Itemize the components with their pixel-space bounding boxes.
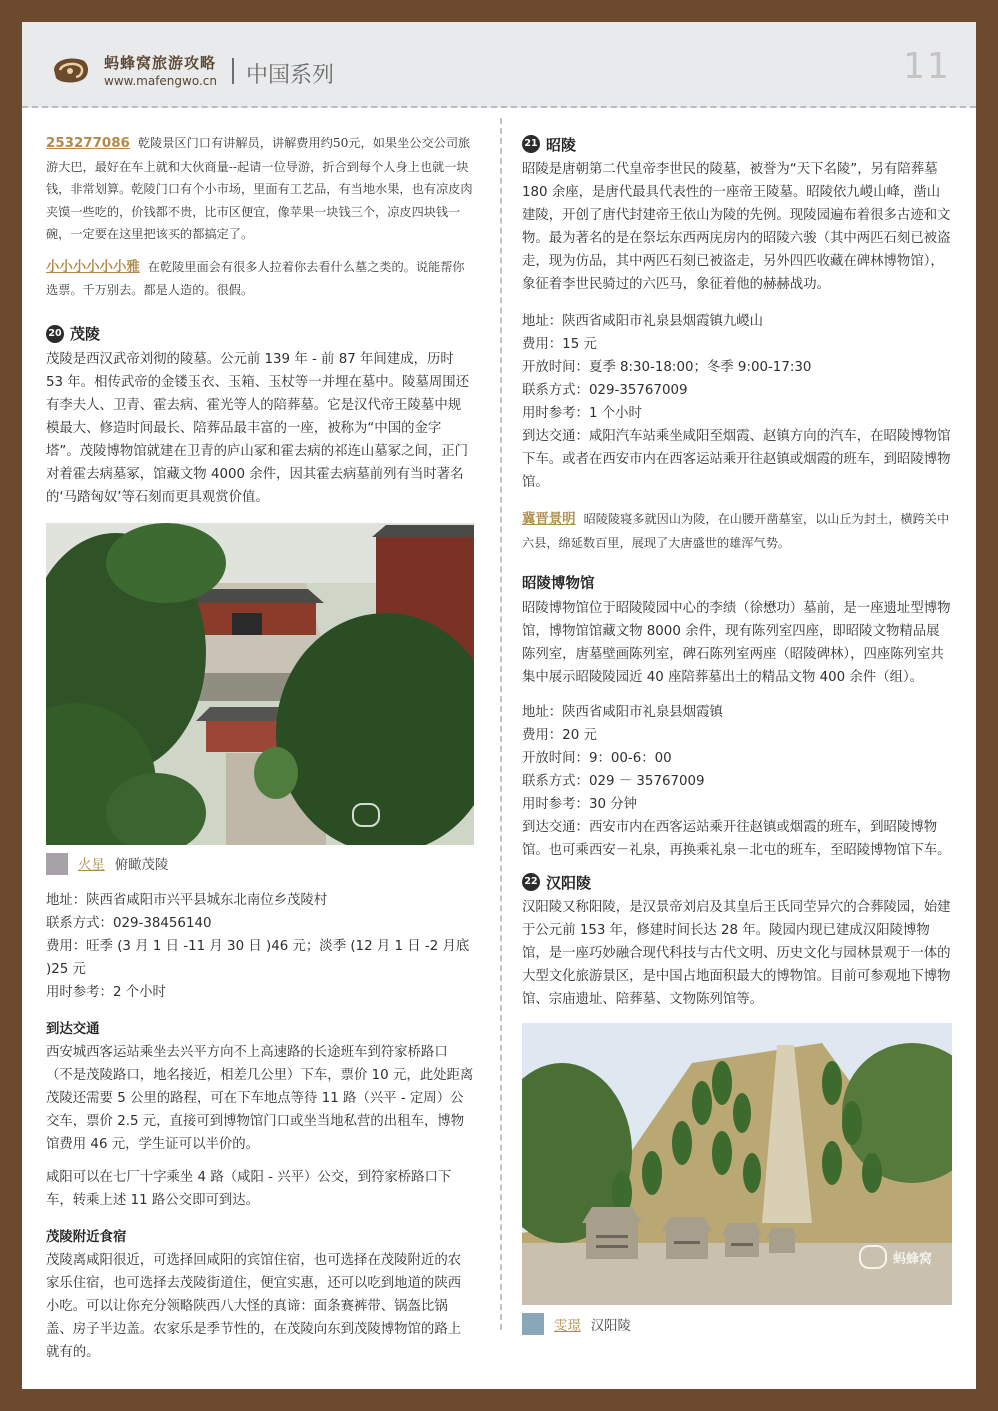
user-tip [46,132,474,246]
info-transport: 到达交通：咸阳汽车站乘坐咸阳至烟霞、赵镇方向的汽车，在昭陵博物馆下车。或者在西安市内在西客运站乘开往赵镇或烟霞的班车，到昭陵博物馆。 [522,429,951,490]
info-fee: 费用：旺季 (3 月 1 日 -11 月 30 日 )46 元；淡季 (12 月 1 日 -2 月底 )25 元 [46,938,470,977]
section-number-badge: 22 [522,873,540,891]
food-text: 茂陵离咸阳很近，可选择回咸阳的宾馆住宿，也可选择在茂陵附近的农家乐住宿，也可选择去茂陵街道住，便宜实惠，还可以吃到地道的陕西小吃。可以让你充分领略陕西八大怪的真谛：面条赛裤带、锅盔比锅盖、房子半边盖。农家乐是季节性的，在茂陵向东到茂陵博物馆的路上就有的。 [46,1252,462,1360]
mafengwo-logo-icon [48,54,92,86]
maoling-description: 茂陵是西汉武帝刘彻的陵墓。公元前 139 年 - 前 87 年间建成，历时 53 年。相传武帝的金镂玉衣、玉箱、玉杖等一并埋在墓中。陵墓周围还有李夫人、卫青、霍去病、霍光等人的陪葬墓。它是汉代帝王陵墓中规模最大、修造时间最长、陪葬品最丰富的一座，被称为“中国的金字塔”。茂陵博物馆就建在卫青的庐山冢和霍去病的祁连山墓冢之间，正门对着霍去病墓冢，馆藏文物 4000 余件，因其霍去病墓前列有当时著名的‘马踏匈奴’等石刻而更具观赏价值。 [46,351,470,505]
photo-watermark [859,1245,932,1269]
info-time: 用时参考：1 个小时 [522,406,642,421]
hanyangling-description: 汉阳陵又称阳陵，是汉景帝刘启及其皇后王氏同茔异穴的合葬陵园，始建于公元前 153 年，修建时间长达 28 年。陵园内现已建成汉阳陵博物馆，是一座巧妙融合现代科技与古代文明、历史文化与园林景观于一体的大型文化旅游景区，是中国占地面积最大的博物馆。目前可参观地下博物馆、宗庙遗址、陪葬墓、文物陈列馆等。 [522,900,951,1007]
series-title: 中国系列 [246,63,335,88]
food-title: 茂陵附近食宿 [46,1229,127,1245]
watermark-text: 蚂蜂窝 [892,1251,932,1267]
column-divider [500,118,502,1330]
brand-name: 蚂蜂窝旅游攻略 [104,54,217,72]
tip-text: 在乾陵里面会有很多人拉着你去看什么墓之类的。说能帮你选票。千万别去。都是人造的。很假。 [46,259,465,297]
museum-title: 昭陵博物馆 [522,576,595,592]
info-contact: 联系方式：029-35767009 [522,383,688,398]
info-fee: 费用：20 元 [522,728,597,743]
left-column [46,132,474,1364]
section-title-text: 茂陵 [70,325,101,343]
photo-watermark [352,803,384,827]
user-avatar-thumb[interactable] [522,1313,544,1335]
page [22,22,976,1389]
caption-user-link[interactable]: 火星 [78,858,105,873]
caption-text: 俯瞰茂陵 [114,858,169,873]
tip-text: 昭陵陵寝多就因山为陵，在山腰开凿墓室，以山丘为封土，横跨关中六县，绵延数百里，展现了大唐盛世的雄浑气势。 [522,512,950,550]
section-number-badge: 20 [46,325,64,343]
page-header [22,22,976,108]
maoling-photo [46,523,474,845]
museum-description: 昭陵博物馆位于昭陵陵园中心的李绩（徐懋功）墓前，是一座遗址型博物馆，博物馆馆藏文物 8000 余件，现有陈列室四座，即昭陵文物精品展陈列室，唐墓壁画陈列室，碑石陈列室两座（昭陵碑林），四座陈列室共集中展示昭陵陵园近 40 座陪葬墓出土的精品文物 400 余件（组）。 [522,601,951,685]
info-address: 地址：陕西省咸阳市礼泉县烟霞镇九嵕山 [522,314,764,329]
section-title-maoling [46,322,474,346]
zhaoling-description: 昭陵是唐朝第二代皇帝李世民的陵墓，被誉为“天下名陵”，另有陪葬墓 180 余座，是唐代最具代表性的一座帝王陵墓。昭陵依九嵕山峰，凿山建陵，开创了唐代封建帝王依山为陵的先例。现陵园遍布着很多古迹和文物。最为著名的是在祭坛东西两庑房内的昭陵六骏（其中两匹石刻已被盗走，现为仿品，其中两匹石刻已被盗走，另外四匹收藏在碑林博物馆），象征着李世民骑过的六匹马，象征着他的赫赫战功。 [522,162,951,292]
watermark-logo-icon [859,1245,887,1269]
maoling-photo-illustration [46,523,474,845]
info-address: 地址：陕西省咸阳市兴平县城东北南位乡茂陵村 [46,892,328,908]
photo-caption [522,1309,952,1339]
info-address: 地址：陕西省咸阳市礼泉县烟霞镇 [522,705,723,720]
tip-text: 乾陵景区门口有讲解员，讲解费用约50元，如果坐公交公司旅游大巴，最好在车上就和大伙商量--起请一位导游，折合到每个人身上也就一块钱，非常划算。乾陵门口有个小市场，里面有工艺品，有当地水果，也有凉皮肉夹馍一些吃的，价钱都不贵，比市区便宜，像苹果一块钱三个，凉皮四块钱一碗，一定要在这里把该买的都搞定了。 [46,136,473,241]
zhaoling-info [522,310,952,494]
maoling-info [46,889,474,1004]
info-fee: 费用：15 元 [522,337,597,352]
info-time: 用时参考：2 个小时 [46,984,166,1000]
section-title-text: 昭陵 [546,135,577,154]
info-contact: 联系方式：029-38456140 [46,915,212,931]
transport-text: 西安城西客运站乘坐去兴平方向不上高速路的长途班车到符家桥路口（不是茂陵路口，地名接近，相差几公里）下车，票价 10 元，此处距离茂陵还需要 5 公里的路程，可在下车地点等待 11 路（兴平 - 定周）公交车，票价 2.5 元，直接可到博物馆门口或坐当地私营的出租车，博物馆费用 46 元，学生证可以半价的。 [46,1044,474,1152]
section-title-text: 汉阳陵 [546,873,592,892]
page-number: 11 [902,46,950,87]
tip-user-link[interactable]: 253277086 [46,136,130,151]
info-time: 用时参考：30 分钟 [522,797,638,812]
right-column [522,132,952,1339]
section-title-hanyangling [522,870,952,894]
brand-url: www.mafengwo.cn [104,74,217,88]
info-transport: 到达交通：西安市内在西客运站乘开往赵镇或烟霞的班车，到昭陵博物馆。也可乘西安－礼泉，再换乘礼泉－北屯的班车，至昭陵博物馆下车。 [522,820,951,858]
tip-user-link[interactable]: 冀晋景明 [522,512,576,527]
user-avatar-thumb[interactable] [46,853,68,875]
caption-text: 汉阳陵 [590,1318,631,1334]
photo-caption [46,849,474,879]
info-hours: 开放时间：9：00-6：00 [522,751,672,766]
header-separator [232,58,234,84]
section-number-badge: 21 [522,135,540,153]
hanyangling-photo [522,1023,952,1305]
transport-title: 到达交通 [46,1021,100,1037]
info-contact: 联系方式：029 － 35767009 [522,774,705,789]
transport-text: 咸阳可以在七厂十字乘坐 4 路（咸阳 - 兴平）公交，到符家桥路口下车，转乘上述 11 路公交即可到达。 [46,1169,452,1208]
museum-info [522,701,952,862]
watermark-logo-icon [352,803,380,827]
user-tip [522,508,952,554]
caption-user-link[interactable]: 雯璟 [554,1318,581,1334]
user-tip [46,256,474,302]
section-title-zhaoling [522,132,952,156]
tip-user-link[interactable]: 小小小小小小雅 [46,259,140,275]
info-hours: 开放时间：夏季 8:30-18:00；冬季 9:00-17:30 [522,360,812,375]
